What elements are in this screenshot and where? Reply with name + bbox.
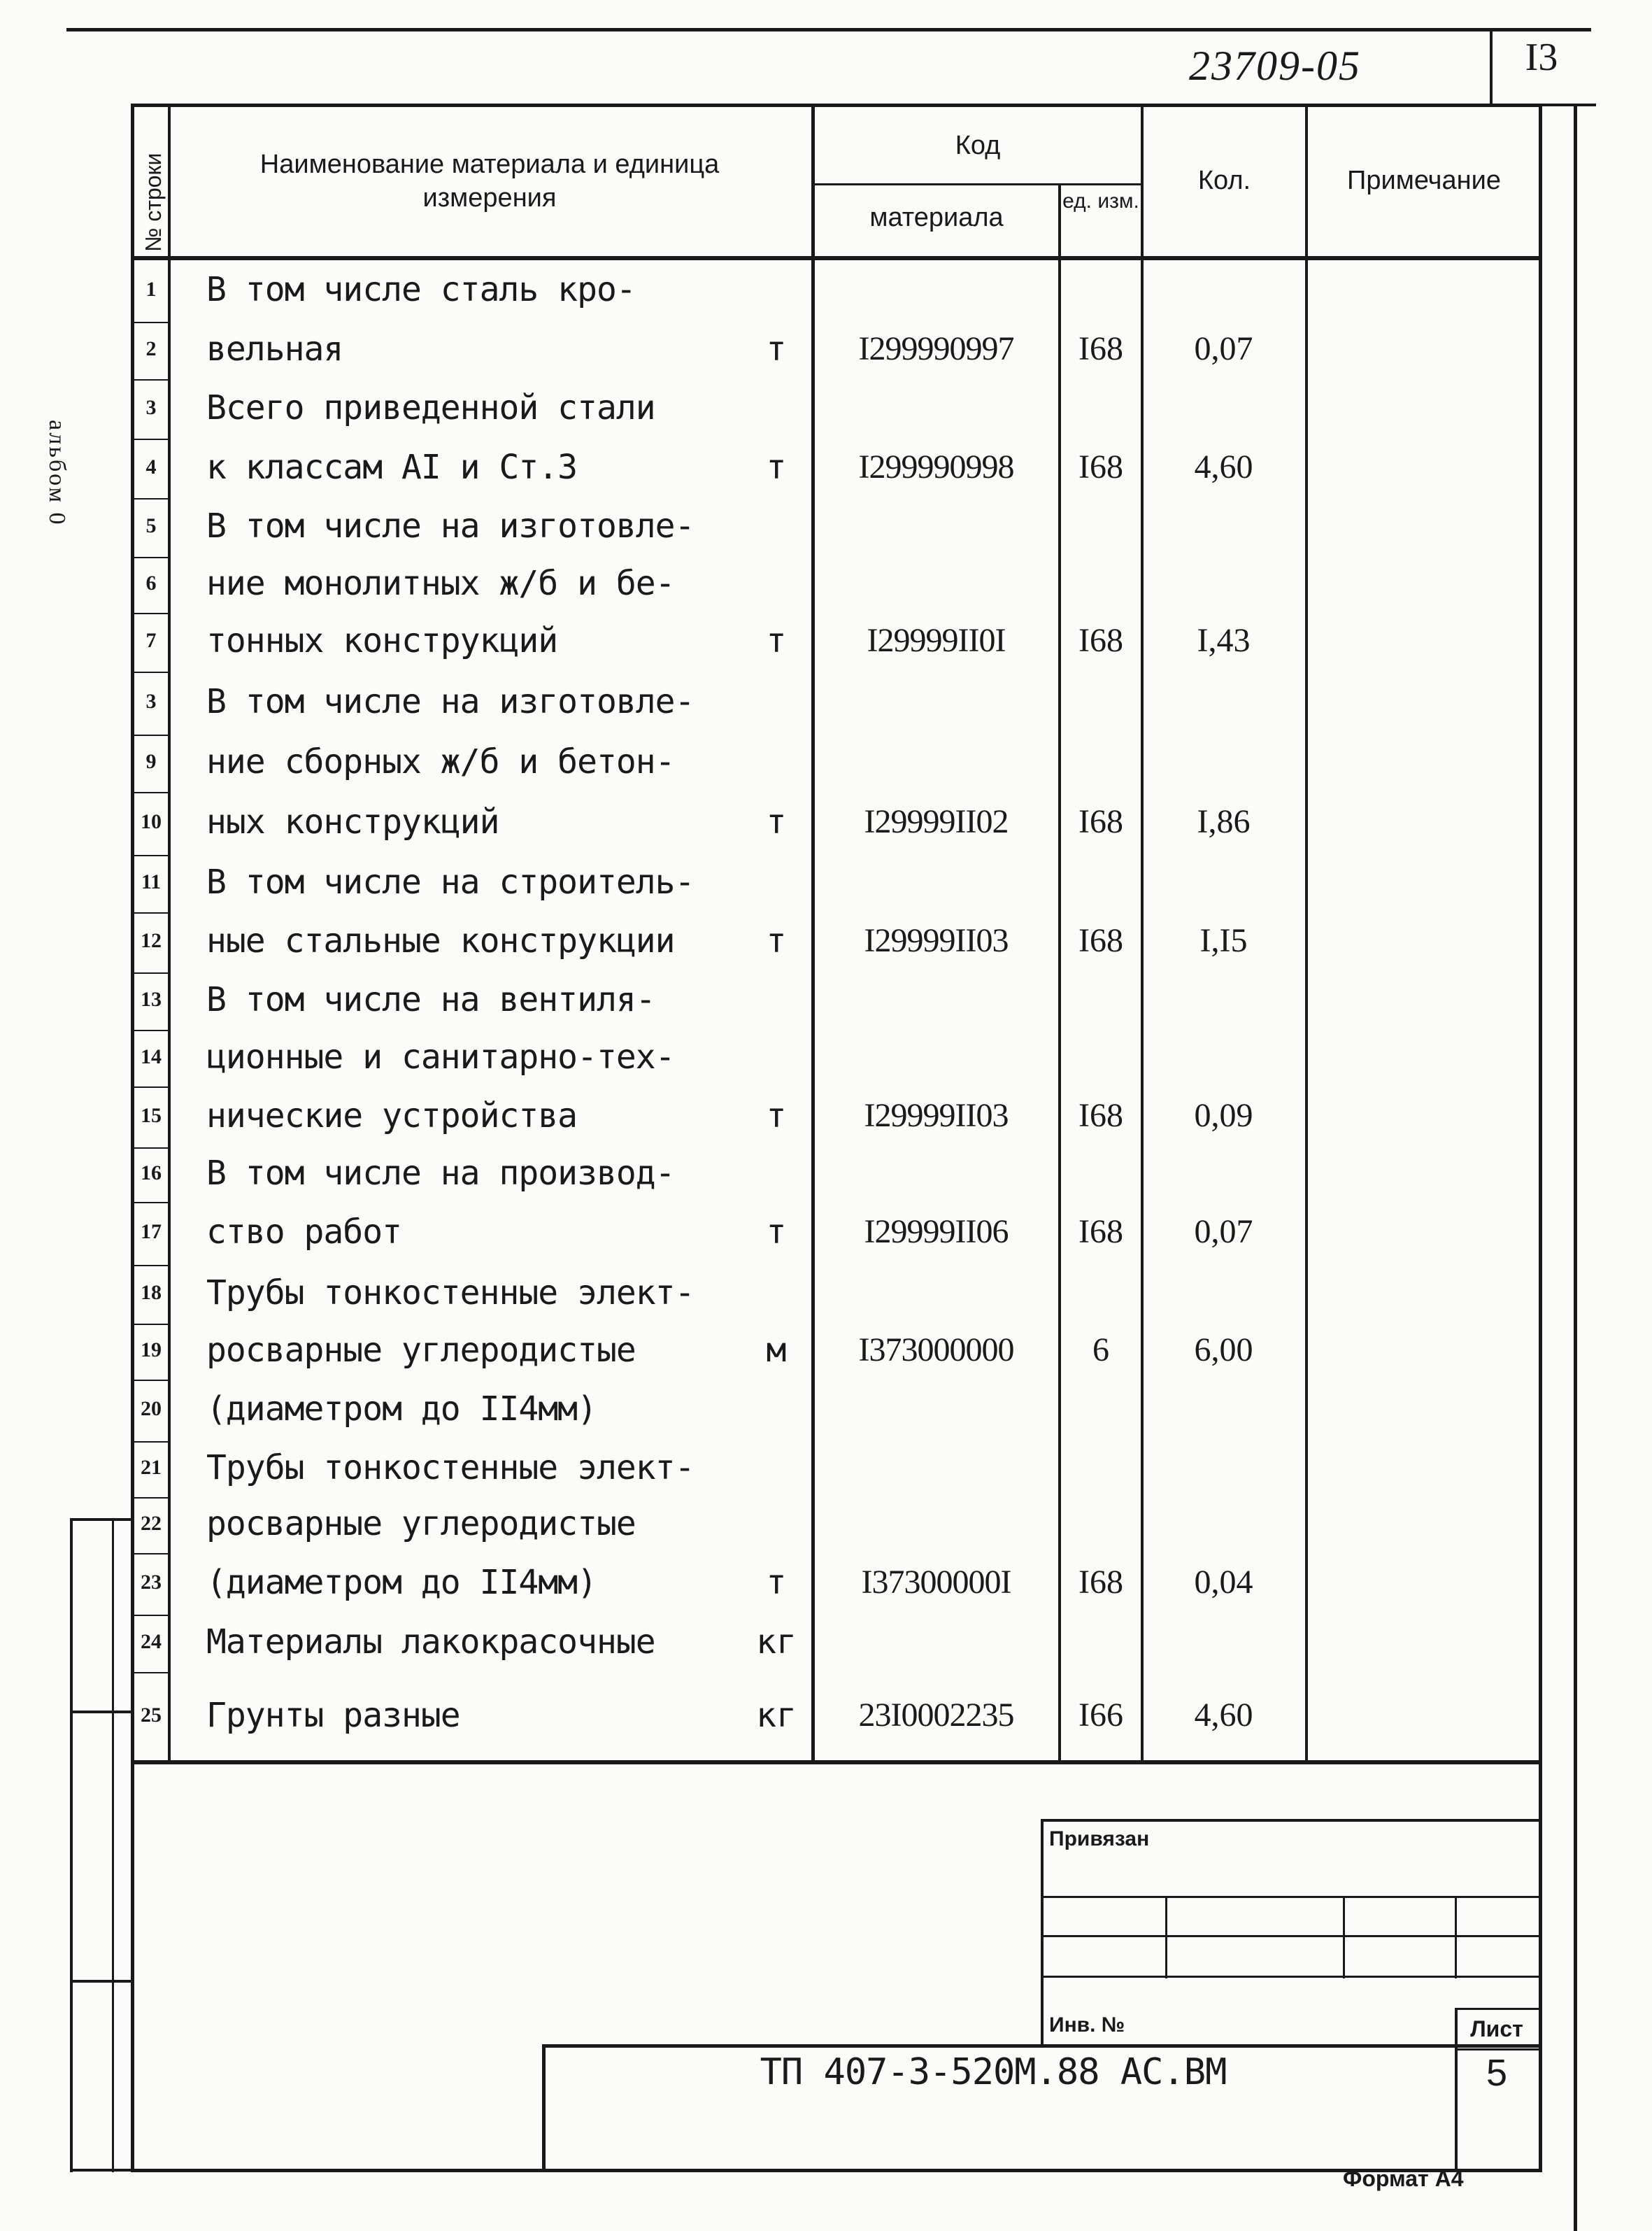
row-number: 14 bbox=[141, 1044, 162, 1068]
table-bottom-rule bbox=[131, 1761, 1542, 1764]
row-unit: т bbox=[766, 1096, 787, 1135]
row-material-code: I299990997 bbox=[858, 330, 1014, 368]
attached-label: Привязан bbox=[1049, 1827, 1150, 1850]
header-note: Примечание bbox=[1347, 166, 1501, 195]
row-material-name: к классам AI и Ст.3 bbox=[206, 447, 578, 487]
row-material-code: I299990998 bbox=[858, 448, 1014, 486]
right-frame-line bbox=[1574, 104, 1577, 2231]
row-material-code: 23I0002235 bbox=[858, 1696, 1014, 1734]
row-quantity: I,I5 bbox=[1199, 922, 1248, 960]
row-material-name: Материалы лакокрасочные bbox=[206, 1622, 655, 1662]
row-separator bbox=[134, 672, 168, 673]
row-unit: т bbox=[766, 330, 787, 369]
row-number: 21 bbox=[141, 1456, 162, 1480]
row-separator bbox=[134, 379, 168, 381]
stamp-left-line bbox=[1041, 1819, 1044, 1978]
header-code-unit: ед. изм. bbox=[1062, 190, 1139, 213]
row-number: 12 bbox=[141, 929, 162, 953]
row-separator bbox=[134, 322, 168, 323]
row-number: 2 bbox=[145, 337, 157, 361]
row-number: 13 bbox=[141, 988, 162, 1012]
row-separator bbox=[134, 1441, 168, 1443]
sheet-number: 5 bbox=[1486, 2052, 1508, 2094]
row-unit: т bbox=[766, 1563, 787, 1603]
row-material-name: В том числе на вентиля- bbox=[206, 980, 655, 1020]
row-number: 11 bbox=[141, 870, 162, 894]
row-separator bbox=[134, 1202, 168, 1203]
row-unit: т bbox=[766, 921, 787, 961]
binding-margin-tick bbox=[70, 2169, 133, 2172]
titleblock-sheet-mid bbox=[1455, 2048, 1541, 2051]
row-number: 3 bbox=[145, 690, 157, 714]
row-unit-code: I68 bbox=[1078, 922, 1123, 960]
row-separator bbox=[134, 1147, 168, 1149]
row-separator bbox=[134, 1615, 168, 1616]
row-unit-code: I68 bbox=[1078, 448, 1123, 486]
header-row-no-text: № строки bbox=[141, 153, 166, 252]
row-quantity: 0,09 bbox=[1194, 1096, 1253, 1134]
row-number: 22 bbox=[141, 1512, 162, 1536]
row-number: 7 bbox=[145, 629, 157, 653]
stamp-top-line bbox=[1041, 1819, 1540, 1822]
row-separator bbox=[134, 439, 168, 440]
row-number: 6 bbox=[145, 572, 157, 595]
row-material-code: I29999II03 bbox=[864, 922, 1009, 960]
row-material-name: (диаметром до II4мм) bbox=[206, 1563, 597, 1603]
row-separator bbox=[134, 972, 168, 974]
row-number: 4 bbox=[145, 455, 157, 479]
row-separator bbox=[134, 1497, 168, 1499]
row-material-name: вельная bbox=[206, 330, 343, 369]
row-quantity: 4,60 bbox=[1194, 1696, 1253, 1734]
row-quantity: I,86 bbox=[1197, 803, 1251, 841]
row-material-code: I29999II06 bbox=[864, 1213, 1009, 1251]
row-number: 19 bbox=[141, 1338, 162, 1362]
album-code: 23709-05 bbox=[1189, 43, 1361, 89]
page-number: I3 bbox=[1525, 36, 1558, 79]
row-material-name: ство работ bbox=[206, 1212, 401, 1252]
row-unit-code: I68 bbox=[1078, 1213, 1123, 1251]
header-code-material: материала bbox=[869, 203, 1004, 232]
side-album-label bbox=[42, 420, 84, 602]
binding-margin-tick bbox=[70, 1711, 133, 1713]
row-separator bbox=[134, 613, 168, 614]
stamp-grid-vline bbox=[1455, 1896, 1457, 1978]
row-material-name: росварные углеродистые bbox=[206, 1331, 636, 1371]
row-unit-code: I68 bbox=[1078, 1096, 1123, 1134]
row-number: 15 bbox=[141, 1103, 162, 1127]
row-number: 1 bbox=[145, 278, 157, 302]
row-material-code: I29999II03 bbox=[864, 1096, 1009, 1134]
col-divider-rowno bbox=[168, 104, 171, 1764]
row-unit-code: I68 bbox=[1078, 803, 1123, 841]
sheet-label: Лист bbox=[1470, 2016, 1523, 2041]
row-separator bbox=[134, 1030, 168, 1031]
row-number: 24 bbox=[141, 1630, 162, 1654]
row-material-name: Всего приведенной стали bbox=[206, 388, 655, 427]
row-separator bbox=[134, 557, 168, 558]
document-code: ТП 407-3-520М.88 АС.ВМ bbox=[760, 2051, 1227, 2093]
row-quantity: I,43 bbox=[1197, 622, 1251, 660]
stamp-grid-line bbox=[1041, 1935, 1540, 1937]
top-rule bbox=[66, 28, 1591, 31]
row-separator bbox=[134, 1265, 168, 1266]
row-number: 17 bbox=[141, 1220, 162, 1244]
row-quantity: 0,04 bbox=[1194, 1564, 1253, 1601]
row-number: 23 bbox=[141, 1571, 162, 1594]
col-divider-ucode bbox=[1058, 183, 1061, 1764]
row-quantity: 0,07 bbox=[1194, 330, 1253, 368]
row-unit: м bbox=[766, 1331, 787, 1371]
row-separator bbox=[134, 735, 168, 736]
row-material-name: (диаметром до II4мм) bbox=[206, 1389, 597, 1429]
row-separator bbox=[134, 855, 168, 856]
row-material-name: тонных конструкций bbox=[206, 621, 558, 661]
row-material-name: ных конструкций bbox=[206, 802, 499, 842]
row-material-name: В том числе сталь кро- bbox=[206, 270, 636, 310]
frame-right-lower bbox=[1539, 1764, 1542, 2172]
header-name: Наименование материала и единица измерения bbox=[259, 150, 720, 213]
stamp-inv-vline bbox=[1041, 1977, 1044, 2047]
row-unit-code: I68 bbox=[1078, 1564, 1123, 1601]
row-separator bbox=[134, 1324, 168, 1325]
stamp-grid-line bbox=[1041, 1976, 1540, 1978]
row-number: 20 bbox=[141, 1397, 162, 1421]
frame-bottom bbox=[131, 2169, 1542, 2172]
row-material-name: нические устройства bbox=[206, 1096, 578, 1135]
row-unit-code: I66 bbox=[1078, 1696, 1123, 1734]
binding-margin-line bbox=[70, 1518, 73, 2172]
row-material-name: ние монолитных ж/б и бе- bbox=[206, 564, 675, 604]
row-material-name: Трубы тонкостенные элект- bbox=[206, 1273, 695, 1313]
row-number: 16 bbox=[141, 1161, 162, 1185]
row-number: 3 bbox=[145, 395, 157, 419]
row-unit: кг bbox=[756, 1622, 797, 1662]
row-unit: т bbox=[766, 1212, 787, 1252]
row-separator bbox=[134, 1380, 168, 1381]
row-material-code: I29999II0I bbox=[867, 622, 1006, 660]
row-material-name: Трубы тонкостенные элект- bbox=[206, 1448, 695, 1488]
format-label: Формат А4 bbox=[1343, 2166, 1464, 2191]
row-number: 10 bbox=[141, 810, 162, 834]
row-material-code: I29999II02 bbox=[864, 803, 1009, 841]
row-material-name: В том числе на изготовле- bbox=[206, 507, 695, 546]
row-material-name: росварные углеродистые bbox=[206, 1504, 636, 1544]
row-number: 18 bbox=[141, 1281, 162, 1305]
row-unit: кг bbox=[756, 1695, 797, 1735]
header-bottom-rule bbox=[131, 256, 1542, 260]
row-unit: т bbox=[766, 802, 787, 842]
row-separator bbox=[134, 498, 168, 500]
row-number: 9 bbox=[145, 750, 157, 774]
row-quantity: 4,60 bbox=[1194, 448, 1253, 486]
row-unit-code: I68 bbox=[1078, 330, 1123, 368]
row-quantity: 6,00 bbox=[1194, 1331, 1253, 1369]
row-unit-code: 6 bbox=[1092, 1331, 1109, 1369]
binding-margin-tick bbox=[70, 1980, 133, 1983]
row-number: 5 bbox=[145, 514, 157, 538]
row-material-name: В том числе на изготовле- bbox=[206, 682, 695, 722]
row-separator bbox=[134, 912, 168, 914]
row-unit: т bbox=[766, 447, 787, 487]
binding-margin-tick bbox=[70, 1518, 133, 1521]
row-material-name: В том числе на производ- bbox=[206, 1154, 675, 1194]
titleblock-sheet-top bbox=[1455, 2008, 1541, 2010]
binding-margin-inner-line bbox=[112, 1518, 114, 2172]
col-divider-note bbox=[1305, 104, 1308, 1764]
row-material-name: В том числе на строитель- bbox=[206, 863, 695, 902]
header-row-no bbox=[136, 105, 167, 255]
stamp-grid-vline bbox=[1343, 1896, 1345, 1978]
header-quantity: Кол. bbox=[1197, 166, 1251, 195]
row-separator bbox=[134, 1086, 168, 1088]
titleblock-top-line bbox=[542, 2044, 1542, 2048]
frame-left-lower bbox=[131, 1764, 134, 2172]
row-separator bbox=[134, 1553, 168, 1554]
stamp-grid-vline bbox=[1165, 1896, 1167, 1978]
row-separator bbox=[134, 1672, 168, 1673]
side-album-label-text: альбом 0 bbox=[44, 420, 70, 527]
row-unit-code: I68 bbox=[1078, 622, 1123, 660]
inv-number-label: Инв. № bbox=[1049, 2013, 1125, 2037]
row-unit: т bbox=[766, 621, 787, 661]
row-separator bbox=[134, 792, 168, 793]
row-material-name: ционные и санитарно-тех- bbox=[206, 1037, 675, 1077]
header-code-group: Код bbox=[955, 131, 1001, 160]
right-frame-top-line bbox=[1542, 104, 1577, 106]
row-material-name: Грунты разные bbox=[206, 1695, 460, 1735]
row-material-code: I37300000I bbox=[861, 1564, 1011, 1601]
stamp-grid-line bbox=[1041, 1896, 1540, 1898]
row-material-name: ные стальные конструкции bbox=[206, 921, 675, 961]
row-quantity: 0,07 bbox=[1194, 1213, 1253, 1251]
code-subheader-rule bbox=[811, 183, 1142, 185]
row-number: 25 bbox=[141, 1703, 162, 1727]
row-material-code: I373000000 bbox=[858, 1331, 1014, 1369]
row-material-name: ние сборных ж/б и бетон- bbox=[206, 742, 675, 782]
